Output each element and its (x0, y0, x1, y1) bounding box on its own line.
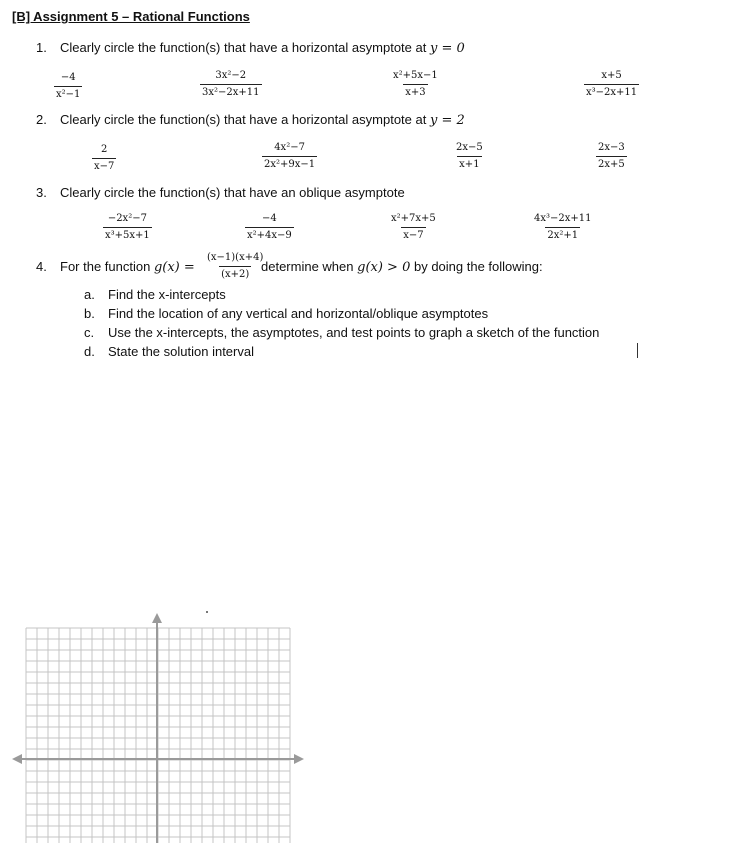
x-axis-right-arrow-icon (294, 754, 304, 764)
fraction-denominator: 2x²+1 (545, 227, 580, 241)
fraction-numerator: (x−1)(x+4) (207, 252, 264, 263)
question-1-number: 1. (36, 40, 47, 55)
x-axis-left-arrow-icon (12, 754, 22, 764)
fraction-denominator: 3x²−2x+11 (200, 84, 262, 98)
fraction-denominator: x²−1 (54, 86, 82, 100)
y-axis-up-arrow-icon (152, 613, 162, 623)
fraction-denominator: 2x²+9x−1 (262, 156, 317, 170)
fraction-numerator: 2 (101, 144, 108, 155)
fraction-denominator: x²+4x−9 (245, 227, 294, 241)
fraction-numerator: x²+7x+5 (391, 213, 436, 224)
subpart-b-text: Find the location of any vertical and horizontal/oblique asymptotes (108, 306, 489, 321)
fraction-numerator: x+5 (601, 70, 622, 81)
fraction-denominator: x−7 (401, 227, 425, 241)
subpart-a-label: a. (84, 287, 95, 302)
question-3-text: Clearly circle the function(s) that have an oblique asymptote (60, 185, 405, 200)
fraction-denominator: x³+5x+1 (103, 227, 152, 241)
subpart-c-label: c. (84, 325, 95, 340)
fraction-numerator: −4 (262, 213, 277, 224)
question-1-prompt: Clearly circle the function(s) that have a horizontal asymptote at (60, 40, 430, 55)
question-4-number: 4. (36, 259, 47, 274)
subpart-d-label: d. (84, 344, 95, 359)
fraction-numerator: −4 (60, 72, 76, 83)
y-axis (152, 613, 162, 843)
fraction-numerator: −2x²−7 (107, 213, 147, 224)
fraction-denominator: 2x+5 (596, 156, 627, 170)
subpart-a-text: Find the x-intercepts (108, 287, 226, 302)
question-2-math: y = 2 (429, 113, 465, 128)
question-4-inequality: g(x) > 0 (357, 260, 411, 275)
question-4-function-lhs: g(x) = (153, 260, 195, 275)
fraction-denominator: x+3 (403, 84, 427, 98)
fraction-denominator: (x+2) (219, 266, 251, 280)
question-4-prompt-start: For the function (60, 259, 154, 274)
question-1-math: y = 0 (429, 41, 465, 56)
fraction-denominator: x+1 (457, 156, 481, 170)
question-4-prompt-mid: determine when (261, 259, 358, 274)
subpart-b-label: b. (84, 306, 95, 321)
fraction-numerator: 4x³−2x+11 (534, 213, 592, 224)
subpart-d-text: State the solution interval (108, 344, 254, 359)
page-title: [B] Assignment 5 – Rational Functions (12, 9, 250, 24)
question-2-number: 2. (36, 112, 47, 127)
fraction-numerator: 2x−3 (598, 142, 625, 153)
question-4-prompt-end: by doing the following: (410, 259, 543, 274)
fraction-numerator: x²+5x−1 (393, 70, 438, 81)
question-2-prompt: Clearly circle the function(s) that have a horizontal asymptote at (60, 112, 430, 127)
subpart-c-text: Use the x-intercepts, the asymptotes, and test points to graph a sketch of the function (108, 325, 600, 340)
fraction-numerator: 4x²−7 (274, 142, 305, 153)
fraction-denominator: x−7 (92, 158, 116, 172)
fraction-denominator: x³−2x+11 (584, 84, 639, 98)
question-3-number: 3. (36, 185, 47, 200)
fraction-numerator: 2x−5 (456, 142, 483, 153)
fraction-numerator: 3x²−2 (215, 70, 247, 81)
